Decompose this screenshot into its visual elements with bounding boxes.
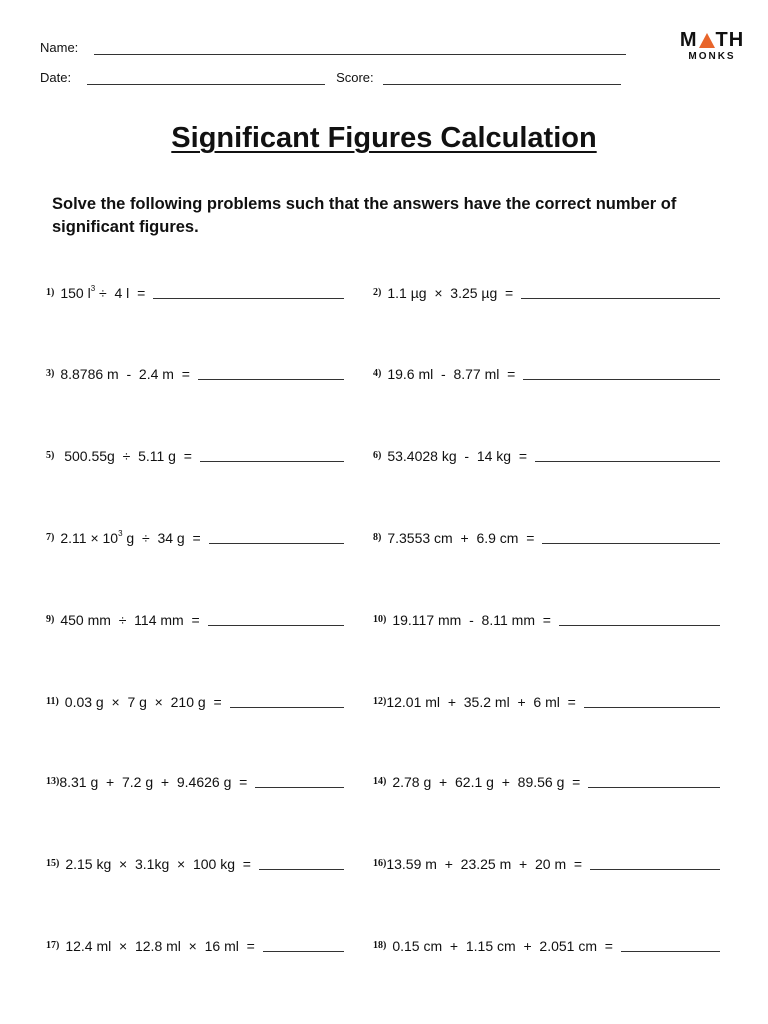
answer-line[interactable] <box>259 868 344 870</box>
date-field[interactable] <box>87 83 325 85</box>
logo-subtext: MONKS <box>688 51 736 62</box>
answer-line[interactable] <box>588 786 720 788</box>
answer-line[interactable] <box>208 624 344 626</box>
problem-item <box>373 362 720 382</box>
answer-line[interactable] <box>523 378 720 380</box>
page-title-text: Significant Figures Calculation <box>171 122 597 154</box>
date-label: Date: <box>40 70 72 85</box>
answer-line[interactable] <box>255 786 344 788</box>
problem-expression: 2.15 kg × 3.1kg × 100 kg = <box>65 856 251 872</box>
problem-expression: 12.4 ml × 12.8 ml × 16 ml = <box>65 938 255 954</box>
problem-number: 17) <box>46 940 60 951</box>
name-field[interactable] <box>94 53 626 55</box>
answer-line[interactable] <box>200 460 344 462</box>
problem-number: 5) <box>46 450 55 461</box>
answer-line[interactable] <box>209 542 344 544</box>
page-title <box>0 122 768 155</box>
problem-number: 16) <box>373 858 387 869</box>
logo-text-left: M <box>679 29 698 51</box>
problem-item <box>46 770 344 790</box>
problem-expression: 13.59 m + 23.25 m + 20 m = <box>386 856 583 872</box>
answer-line[interactable] <box>590 868 720 870</box>
problem-number: 6) <box>373 450 382 461</box>
score-label: Score: <box>336 70 374 85</box>
problem-expression: 500.55g ÷ 5.11 g = <box>60 448 192 464</box>
date-row <box>40 70 621 85</box>
problem-expression: 2.78 g + 62.1 g + 89.56 g = <box>392 774 581 790</box>
problem-item <box>46 362 344 382</box>
problem-item <box>46 608 344 628</box>
answer-line[interactable] <box>153 297 344 299</box>
problem-expression: 1.1 µg × 3.25 µg = <box>387 285 514 301</box>
problem-item <box>373 690 720 710</box>
problem-expression: 450 mm ÷ 114 mm = <box>60 612 200 628</box>
problem-expression: 8.8786 m - 2.4 m = <box>60 366 190 382</box>
problem-expression: 7.3553 cm + 6.9 cm = <box>387 530 535 546</box>
problem-expression: 19.6 ml - 8.77 ml = <box>387 366 516 382</box>
problem-number: 13) <box>46 776 60 787</box>
problem-expression: 19.117 mm - 8.11 mm = <box>392 612 551 628</box>
problem-expression: 150 $l^3 \div 4$ l = <box>60 284 146 301</box>
problem-expression: 12.01 ml + 35.2 ml + 6 ml = <box>386 694 576 710</box>
problem-item <box>373 934 720 954</box>
problem-number: 12) <box>373 696 387 707</box>
problem-number: 18) <box>373 940 387 951</box>
problem-expression: 0.15 cm + 1.15 cm + 2.051 cm = <box>392 938 613 954</box>
problem-expression: 53.4028 kg - 14 kg = <box>387 448 528 464</box>
problem-number: 10) <box>373 614 387 625</box>
problem-item <box>373 526 720 546</box>
problem-number: 9) <box>46 614 55 625</box>
answer-line[interactable] <box>230 706 344 708</box>
logo-text-right: TH <box>715 29 745 51</box>
problem-item <box>46 444 344 464</box>
problem-number: 14) <box>373 776 387 787</box>
answer-line[interactable] <box>263 950 344 952</box>
problem-item <box>46 526 344 546</box>
answer-line[interactable] <box>584 706 720 708</box>
answer-line[interactable] <box>521 297 720 299</box>
problem-expression: 8.31 g + 7.2 g + 9.4626 g = <box>59 774 248 790</box>
problem-number: 2) <box>373 287 382 298</box>
triangle-icon <box>699 33 715 48</box>
problem-item <box>373 852 720 872</box>
problem-item <box>46 934 344 954</box>
problem-item <box>373 608 720 628</box>
problem-expression: $2.11 \times 10^3$ g ÷ 34 g = <box>60 529 201 546</box>
score-field[interactable] <box>383 83 621 85</box>
problem-item <box>46 281 344 301</box>
instructions: Solve the following problems such that the answers have the correct number of significant figures. <box>52 195 677 236</box>
name-label: Name: <box>40 40 79 55</box>
answer-line[interactable] <box>542 542 720 544</box>
problem-number: 11) <box>46 696 59 707</box>
problem-number: 15) <box>46 858 60 869</box>
math-monks-logo <box>678 30 746 62</box>
problem-expression: 0.03 g × 7 g × 210 g = <box>64 694 222 710</box>
problem-number: 4) <box>373 368 382 379</box>
answer-line[interactable] <box>559 624 720 626</box>
answer-line[interactable] <box>621 950 720 952</box>
name-row <box>40 40 626 55</box>
answer-line[interactable] <box>535 460 720 462</box>
problem-number: 3) <box>46 368 55 379</box>
problem-item <box>373 444 720 464</box>
problem-item <box>46 690 344 710</box>
problem-item <box>373 770 720 790</box>
answer-line[interactable] <box>198 378 344 380</box>
problem-number: 7) <box>46 532 55 543</box>
problem-item <box>373 281 720 301</box>
problem-item <box>46 852 344 872</box>
problem-number: 1) <box>46 287 55 298</box>
logo-wordmark <box>678 30 746 50</box>
problem-number: 8) <box>373 532 382 543</box>
